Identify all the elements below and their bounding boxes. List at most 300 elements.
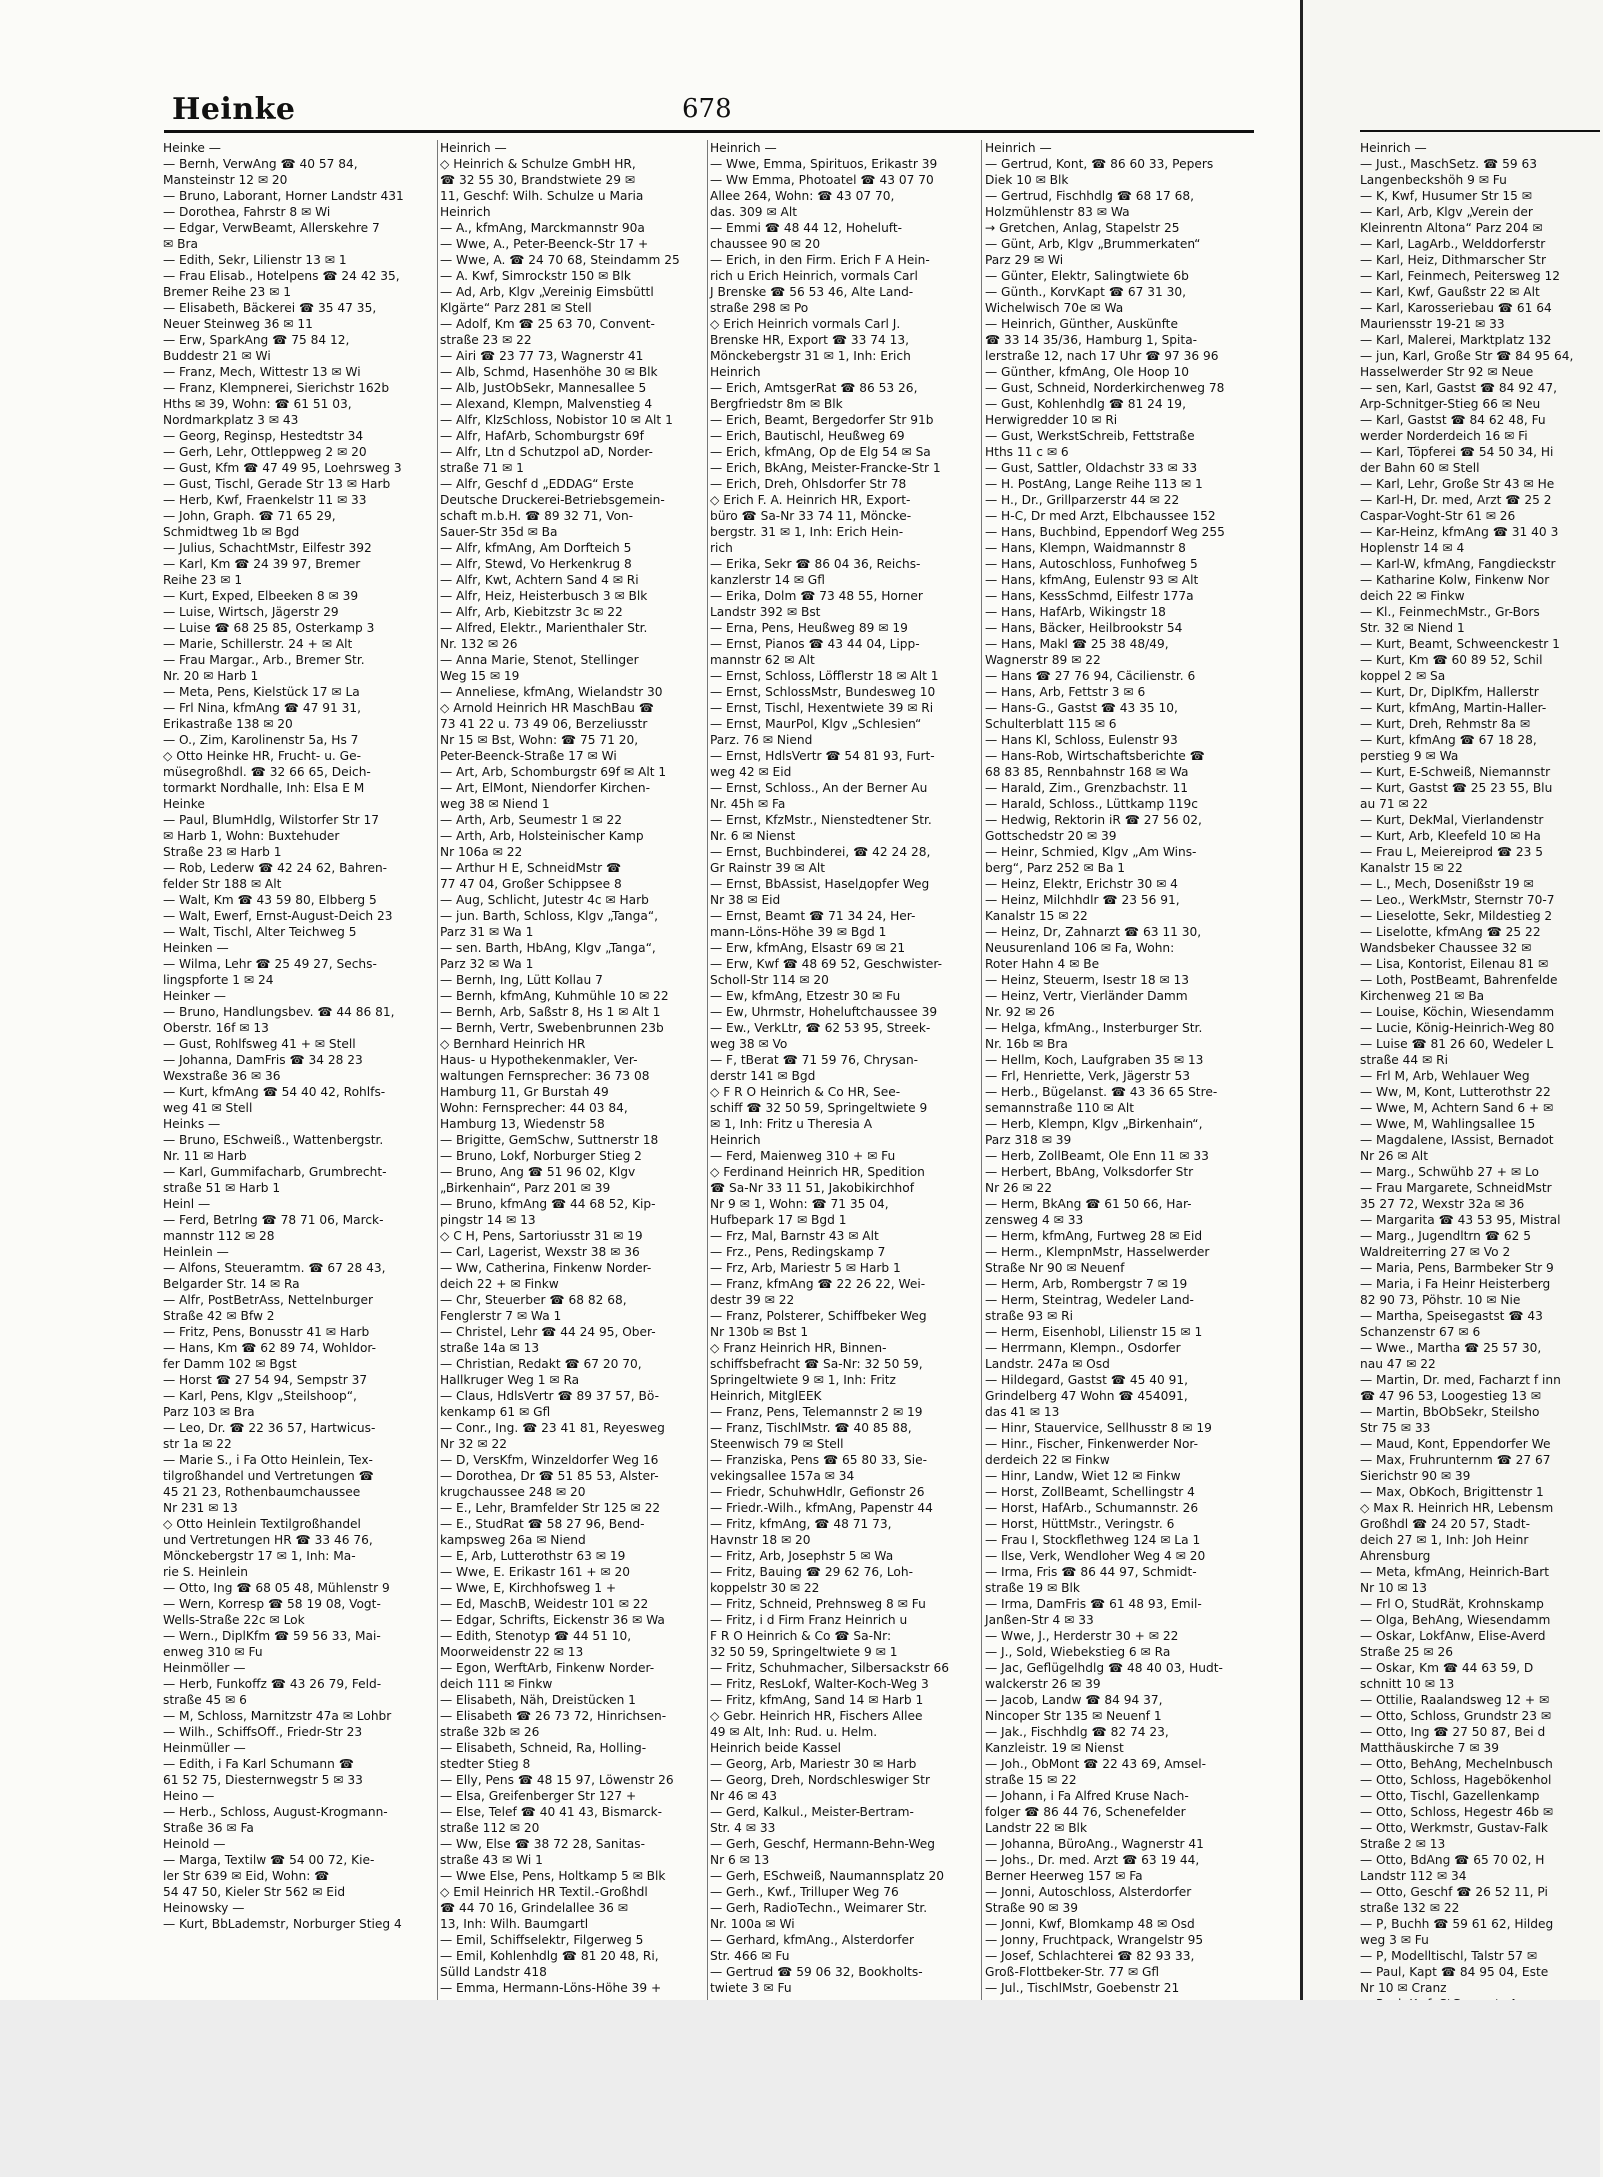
directory-entry-line: — Fritz, Pens, Bonusstr 41 ✉ Harb: [163, 1325, 370, 1339]
facing-entry-line: — Kurt, Arb, Kleefeld 10 ✉ Ha: [1360, 829, 1541, 843]
directory-entry-line: — Bruno, Lokf, Norburger Stieg 2: [440, 1149, 642, 1163]
directory-entry-line: — Hans, Km ☎ 62 89 74, Wohldor-: [163, 1341, 377, 1355]
directory-entry-line: — Alfr, HafArb, Schomburgstr 69f: [440, 429, 644, 443]
directory-entry-line: — Hans Kl, Schloss, Eulenstr 93: [985, 733, 1178, 747]
facing-entry-line: — Otto, Tischl, Gazellenkamp: [1360, 1789, 1540, 1803]
facing-entry-line: — Wwe., Martha ☎ 25 57 30,: [1360, 1341, 1542, 1355]
directory-entry-line: — Friedr.-Wilh., kfmAng, Papenstr 44: [710, 1501, 933, 1515]
directory-entry-line: tilgroßhandel und Vertretungen ☎: [163, 1469, 374, 1483]
directory-entry-line: — Wwe, E. Erikastr 161 + ✉ 20: [440, 1565, 631, 1579]
directory-entry-line: F R O Heinrich & Co ☎ Sa-Nr:: [710, 1629, 892, 1643]
directory-entry-line: Heinrich —: [985, 141, 1052, 155]
directory-entry-line: Heinrich —: [440, 141, 507, 155]
directory-entry-line: — Hans-Rob, Wirtschaftsberichte ☎: [985, 749, 1205, 763]
directory-entry-line: — Gust, Rohlfsweg 41 + ✉ Stell: [163, 1037, 356, 1051]
directory-entry-line: Neusurenland 106 ✉ Fa, Wohn:: [985, 941, 1175, 955]
directory-entry-line: — Fritz, Arb, Josephstr 5 ✉ Wa: [710, 1549, 894, 1563]
directory-entry-line: Wohn: Fernsprecher: 44 03 84,: [440, 1101, 628, 1115]
directory-entry-line: — H-C, Dr med Arzt, Elbchaussee 152: [985, 509, 1216, 523]
directory-entry-line: straße 32b ✉ 26: [440, 1725, 540, 1739]
directory-entry-line: — Erika, Sekr ☎ 86 04 36, Reichs-: [710, 557, 921, 571]
facing-entry-line: — Loth, PostBeamt, Bahrenfelde: [1360, 973, 1558, 987]
directory-entry-line: — Alb, JustObSekr, Mannesallee 5: [440, 381, 647, 395]
column-divider: [707, 140, 708, 2000]
directory-entry-line: — Gerh, ESchweiß, Naumannsplatz 20: [710, 1869, 945, 1883]
directory-entry-line: zensweg 4 ✉ 33: [985, 1213, 1084, 1227]
facing-entry-line: Str. 32 ✉ Niend 1: [1360, 621, 1465, 635]
directory-entry-line: — Horst, ZollBeamt, Schellingstr 4: [985, 1485, 1195, 1499]
facing-entry-line: Langenbeckshöh 9 ✉ Fu: [1360, 173, 1507, 187]
directory-entry-line: — Bernh, VerwAng ☎ 40 57 84,: [163, 157, 358, 171]
directory-entry-line: — Hans, KessSchmd, Eilfestr 177a: [985, 589, 1194, 603]
directory-entry-line: — Franz, Polsterer, Schiffbeker Weg: [710, 1309, 927, 1323]
facing-entry-line: — sen, Karl, Gastst ☎ 84 92 47,: [1360, 381, 1558, 395]
directory-entry-line: — Julius, SchachtMstr, Eilfestr 392: [163, 541, 372, 555]
facing-entry-line: werder Norderdeich 16 ✉ Fi: [1360, 429, 1528, 443]
directory-entry-line: — Luise, Wirtsch, Jägerstr 29: [163, 605, 339, 619]
directory-entry-line: — Franziska, Pens ☎ 65 80 33, Sie-: [710, 1453, 928, 1467]
directory-entry-line: — Hellm, Koch, Laufgraben 35 ✉ 13: [985, 1053, 1204, 1067]
directory-entry-line: Parz 318 ✉ 39: [985, 1133, 1072, 1147]
directory-entry-line: — Kurt, Exped, Elbeeken 8 ✉ 39: [163, 589, 359, 603]
directory-entry-line: Heinken —: [163, 941, 229, 955]
directory-entry-line: straße 43 ✉ Wi 1: [440, 1853, 543, 1867]
directory-entry-line: — Irma, DamFris ☎ 61 48 93, Emil-: [985, 1597, 1202, 1611]
directory-entry-line: weg 42 ✉ Eid: [710, 765, 792, 779]
directory-entry-line: — Johs., Dr. med. Arzt ☎ 63 19 44,: [985, 1853, 1200, 1867]
directory-entry-line: Neuer Steinweg 36 ✉ 11: [163, 317, 313, 331]
directory-entry-line: Wexstraße 36 ✉ 36: [163, 1069, 281, 1083]
directory-entry-line: — Ww, Else ☎ 38 72 28, Sanitas-: [440, 1837, 646, 1851]
directory-entry-line: — Herrmann, Klempn., Osdorfer: [985, 1341, 1181, 1355]
facing-entry-line: — Wwe, M, Wahlingsallee 15: [1360, 1117, 1536, 1131]
column-divider: [437, 140, 438, 2000]
directory-entry-line: ◇ F R O Heinrich & Co HR, See-: [710, 1085, 901, 1099]
facing-entry-line: — Karl, Karosseriebau ☎ 61 64: [1360, 301, 1552, 315]
directory-entry-line: Parz 29 ✉ Wi: [985, 253, 1064, 267]
directory-entry-line: — Art, ElMont, Niendorfer Kirchen-: [440, 781, 651, 795]
directory-entry-line: — Wilma, Lehr ☎ 25 49 27, Sechs-: [163, 957, 377, 971]
directory-entry-line: — Erw, SparkAng ☎ 75 84 12,: [163, 333, 350, 347]
directory-entry-line: — Herbert, BbAng, Volksdorfer Str: [985, 1165, 1194, 1179]
directory-entry-line: — Gertrud, Kont, ☎ 86 60 33, Pepers: [985, 157, 1214, 171]
directory-entry-line: ◇ Gebr. Heinrich HR, Fischers Allee: [710, 1709, 923, 1723]
directory-entry-line: vekingsallee 157a ✉ 34: [710, 1469, 855, 1483]
facing-entry-line: — Otto, Ing ☎ 27 50 87, Bei d: [1360, 1725, 1546, 1739]
directory-entry-line: Schmidtweg 1b ✉ Bgd: [163, 525, 300, 539]
facing-entry-line: — Frau Margarete, SchneidMstr: [1360, 1181, 1552, 1195]
directory-entry-line: — Luise ☎ 68 25 85, Osterkamp 3: [163, 621, 375, 635]
directory-entry-line: 73 41 22 u. 73 49 06, Berzeliusstr: [440, 717, 648, 731]
directory-entry-line: — Chr, Steuerber ☎ 68 82 68,: [440, 1293, 627, 1307]
directory-entry-line: kanzlerstr 14 ✉ Gfl: [710, 573, 825, 587]
directory-entry-line: — Frz, Mal, Barnstr 43 ✉ Alt: [710, 1229, 879, 1243]
directory-entry-line: — Leo, Dr. ☎ 22 36 57, Hartwicus-: [163, 1421, 376, 1435]
directory-entry-line: — M, Schloss, Marnitzstr 47a ✉ Lohbr: [163, 1709, 392, 1723]
directory-entry-line: — Claus, HdlsVertr ☎ 89 37 57, Bö-: [440, 1389, 659, 1403]
facing-entry-line: straße 44 ✉ Ri: [1360, 1053, 1448, 1067]
directory-entry-line: Heinrich: [440, 205, 491, 219]
directory-entry-line: — Adolf, Km ☎ 25 63 70, Convent-: [440, 317, 655, 331]
directory-entry-line: Heinrich: [710, 1133, 761, 1147]
directory-entry-line: — Anneliese, kfmAng, Wielandstr 30: [440, 685, 663, 699]
directory-entry-line: weg 38 ✉ Vo: [710, 1037, 788, 1051]
directory-entry-line: kampsweg 26a ✉ Niend: [440, 1533, 586, 1547]
directory-entry-line: — Franz, Mech, Wittestr 13 ✉ Wi: [163, 365, 361, 379]
directory-entry-line: rich: [710, 541, 733, 555]
directory-entry-line: — Herm, kfmAng, Furtweg 28 ✉ Eid: [985, 1229, 1203, 1243]
directory-entry-line: Wichelwisch 70e ✉ Wa: [985, 301, 1124, 315]
facing-entry-line: nau 47 ✉ 22: [1360, 1357, 1436, 1371]
directory-entry-line: — Hans, HafArb, Wikingstr 18: [985, 605, 1166, 619]
facing-entry-line: — Otto, BdAng ☎ 65 70 02, H: [1360, 1853, 1545, 1867]
directory-entry-line: — Alb, Schmd, Hasenhöhe 30 ✉ Blk: [440, 365, 658, 379]
facing-entry-line: Kanalstr 15 ✉ 22: [1360, 861, 1463, 875]
directory-entry-line: — E., Lehr, Bramfelder Str 125 ✉ 22: [440, 1501, 661, 1515]
directory-entry-line: Hufbepark 17 ✉ Bgd 1: [710, 1213, 847, 1227]
directory-entry-line: — Christel, Lehr ☎ 44 24 95, Ober-: [440, 1325, 656, 1339]
directory-entry-line: Nincoper Str 135 ✉ Neuenf 1: [985, 1709, 1162, 1723]
directory-entry-line: straße 19 ✉ Blk: [985, 1581, 1080, 1595]
directory-entry-line: — Herm, Arb, Rombergstr 7 ✉ 19: [985, 1277, 1188, 1291]
directory-entry-line: Buddestr 21 ✉ Wi: [163, 349, 271, 363]
directory-entry-line: Str. 4 ✉ 33: [710, 1821, 776, 1835]
directory-entry-line: ✉ Harb 1, Wohn: Buxtehuder: [163, 829, 340, 843]
facing-entry-line: — Kurt, E-Schweiß, Niemannstr: [1360, 765, 1551, 779]
column-1: [163, 140, 435, 2000]
facing-entry-line: — Martin, Dr. med, Facharzt f inn: [1360, 1373, 1561, 1387]
directory-entry-line: 11, Geschf: Wilh. Schulze u Maria: [440, 189, 644, 203]
facing-entry-line: — jun, Karl, Große Str ☎ 84 95 64,: [1360, 349, 1574, 363]
directory-entry-line: Straße 42 ✉ Bfw 2: [163, 1309, 275, 1323]
facing-entry-line: Sierichstr 90 ✉ 39: [1360, 1469, 1471, 1483]
directory-entry-line: straße 23 ✉ 22: [440, 333, 532, 347]
directory-entry-line: Erikastraße 138 ✉ 20: [163, 717, 293, 731]
directory-entry-line: — Edith, Sekr, Lilienstr 13 ✉ 1: [163, 253, 347, 267]
facing-entry-line: — Kurt, kfmAng ☎ 67 18 28,: [1360, 733, 1537, 747]
directory-entry-line: felder Str 188 ✉ Alt: [163, 877, 282, 891]
facing-entry-line: Arp-Schnitger-Stieg 66 ✉ Neu: [1360, 397, 1541, 411]
facing-entry-line: — Just., MaschSetz. ☎ 59 63: [1360, 157, 1537, 171]
directory-entry-line: — Ernst, Buchbinderei, ☎ 42 24 28,: [710, 845, 931, 859]
directory-entry-line: — Hans ☎ 27 76 94, Cäcilienstr. 6: [985, 669, 1196, 683]
directory-entry-line: Allee 264, Wohn: ☎ 43 07 70,: [710, 189, 895, 203]
directory-entry-line: 61 52 75, Diesternwegstr 5 ✉ 33: [163, 1773, 363, 1787]
directory-entry-line: — Erna, Pens, Heußweg 89 ✉ 19: [710, 621, 908, 635]
directory-entry-line: 68 83 85, Rennbahnstr 168 ✉ Wa: [985, 765, 1189, 779]
directory-entry-line: — Heinz, Milchhdlr ☎ 23 56 91,: [985, 893, 1180, 907]
directory-entry-line: — Ilse, Verk, Wendloher Weg 4 ✉ 20: [985, 1549, 1206, 1563]
facing-entry-line: — Liselotte, kfmAng ☎ 25 22: [1360, 925, 1541, 939]
directory-entry-line: deich 22 + ✉ Finkw: [440, 1277, 559, 1291]
directory-entry-line: — Alexand, Klempn, Malvenstieg 4: [440, 397, 653, 411]
directory-entry-line: Landstr 22 ✉ Blk: [985, 1821, 1088, 1835]
directory-entry-line: — Egon, WerftArb, Finkenw Norder-: [440, 1661, 655, 1675]
facing-entry-line: — Kurt, Beamt, Schweenckestr 1: [1360, 637, 1560, 651]
facing-page-column: [1360, 140, 1600, 2000]
directory-entry-line: — Elisabeth, Näh, Dreistücken 1: [440, 1693, 636, 1707]
directory-entry-line: Nr 15 ✉ Bst, Wohn: ☎ 75 71 20,: [440, 733, 639, 747]
directory-entry-line: — Johanna, BüroAng., Wagnerstr 41: [985, 1837, 1204, 1851]
directory-entry-line: straße 51 ✉ Harb 1: [163, 1181, 281, 1195]
facing-entry-line: — Wwe, M, Achtern Sand 6 + ✉: [1360, 1101, 1554, 1115]
directory-entry-line: Nordmarkplatz 3 ✉ 43: [163, 413, 299, 427]
directory-entry-line: — Ernst, MaurPol, Klgv „Schlesien“: [710, 717, 922, 731]
directory-entry-line: — Herb., Schloss, August-Krogmann-: [163, 1805, 388, 1819]
directory-entry-line: — Wilh., SchiffsOff., Friedr-Str 23: [163, 1725, 363, 1739]
directory-entry-line: — Georg, Reginsp, Hestedtstr 34: [163, 429, 364, 443]
facing-entry-line: — K, Kwf, Husumer Str 15 ✉: [1360, 189, 1533, 203]
facing-entry-line: — Ww, M, Kont, Lutterothstr 22: [1360, 1085, 1551, 1099]
facing-entry-line: — Otto, Geschf ☎ 26 52 11, Pi: [1360, 1885, 1548, 1899]
directory-entry-line: — Harald, Schloss., Lüttkamp 119c: [985, 797, 1198, 811]
directory-entry-line: — Frau Margar., Arb., Bremer Str.: [163, 653, 365, 667]
directory-entry-line: — Johann, i Fa Alfred Kruse Nach-: [985, 1789, 1189, 1803]
directory-entry-line: — Alfr, KlzSchloss, Nobistor 10 ✉ Alt 1: [440, 413, 673, 427]
directory-entry-line: derdeich 22 ✉ Finkw: [985, 1453, 1110, 1467]
directory-entry-line: Mönckebergstr 17 ✉ 1, Inh: Ma-: [163, 1549, 356, 1563]
directory-entry-line: — Alfr, Geschf d „EDDAG“ Erste: [440, 477, 634, 491]
facing-entry-line: Str 75 ✉ 33: [1360, 1421, 1431, 1435]
column-2: [440, 140, 712, 2000]
directory-entry-line: Heinke: [163, 797, 205, 811]
directory-entry-line: Heinker —: [163, 989, 226, 1003]
facing-entry-line: Matthäuskirche 7 ✉ 39: [1360, 1741, 1500, 1755]
directory-entry-line: — Ew., VerkLtr, ☎ 62 53 95, Streek-: [710, 1021, 931, 1035]
directory-entry-line: — Gust, WerkstSchreib, Fettstraße: [985, 429, 1195, 443]
directory-entry-line: — Bernh, Vertr, Swebenbrunnen 23b: [440, 1021, 664, 1035]
directory-entry-line: Oberstr. 16f ✉ 13: [163, 1021, 269, 1035]
directory-entry-line: — Bruno, Handlungsbev. ☎ 44 86 81,: [163, 1005, 395, 1019]
directory-entry-line: Heinl —: [163, 1197, 211, 1211]
directory-entry-line: — Edgar, Schrifts, Eickenstr 36 ✉ Wa: [440, 1613, 665, 1627]
facing-entry-line: — Lieselotte, Sekr, Mildestieg 2: [1360, 909, 1553, 923]
directory-entry-line: rie S. Heinlein: [163, 1565, 249, 1579]
facing-entry-line: — Karl-W, kfmAng, Fangdieckstr: [1360, 557, 1556, 571]
facing-entry-line: — Max, Fruhrunternm ☎ 27 67: [1360, 1453, 1551, 1467]
directory-entry-line: Str. 466 ✉ Fu: [710, 1949, 790, 1963]
directory-entry-line: — A. Kwf, Simrockstr 150 ✉ Blk: [440, 269, 631, 283]
directory-entry-line: Kanzleistr. 19 ✉ Nienst: [985, 1741, 1124, 1755]
directory-entry-line: Heinrich, MitglEEK: [710, 1389, 822, 1403]
directory-entry-line: — Gerh., Kwf., Trilluper Weg 76: [710, 1885, 899, 1899]
facing-entry-line: — Ottilie, Raalandsweg 12 + ✉: [1360, 1693, 1550, 1707]
facing-entry-line: — Frau L, Meiereiprod ☎ 23 5: [1360, 845, 1544, 859]
directory-entry-line: ☎ 33 14 35/36, Hamburg 1, Spita-: [985, 333, 1198, 347]
directory-entry-line: Heinlein —: [163, 1245, 229, 1259]
directory-entry-line: — Herm., KlempnMstr, Hasselwerder: [985, 1245, 1210, 1259]
facing-entry-line: deich 22 ✉ Finkw: [1360, 589, 1465, 603]
directory-entry-line: — Anna Marie, Stenot, Stellinger: [440, 653, 639, 667]
facing-entry-line: Hoplenstr 14 ✉ 4: [1360, 541, 1465, 555]
directory-entry-line: Roter Hahn 4 ✉ Be: [985, 957, 1100, 971]
directory-entry-line: — Wern, Korresp ☎ 58 19 08, Vogt-: [163, 1597, 381, 1611]
directory-entry-line: — H. PostAng, Lange Reihe 113 ✉ 1: [985, 477, 1203, 491]
directory-entry-line: — Karl, Pens, Klgv „Steilshoop“,: [163, 1389, 357, 1403]
directory-entry-line: — Elisabeth ☎ 26 73 72, Hinrichsen-: [440, 1709, 667, 1723]
directory-entry-line: — Erika, Dolm ☎ 73 48 55, Horner: [710, 589, 923, 603]
directory-entry-line: Heinks —: [163, 1117, 221, 1131]
directory-entry-line: — Carl, Lagerist, Wexstr 38 ✉ 36: [440, 1245, 640, 1259]
facing-entry-line: Hasselwerder Str 92 ✉ Neue: [1360, 365, 1534, 379]
directory-entry-line: schaft m.b.H. ☎ 89 32 71, Von-: [440, 509, 634, 523]
directory-entry-line: Heinold —: [163, 1837, 226, 1851]
directory-entry-line: — Marie, Schillerstr. 24 + ✉ Alt: [163, 637, 353, 651]
directory-entry-line: — Ed, MaschB, Weidestr 101 ✉ 22: [440, 1597, 649, 1611]
directory-entry-line: Hamburg 11, Gr Burstah 49: [440, 1085, 609, 1099]
facing-entry-line: Nr 26 ✉ Alt: [1360, 1149, 1428, 1163]
directory-entry-line: — Fritz, Schuhmacher, Silbersackstr 66: [710, 1661, 949, 1675]
directory-entry-line: — Gust, Sattler, Oldachstr 33 ✉ 33: [985, 461, 1198, 475]
column-3: [710, 140, 982, 2000]
directory-entry-line: — Brigitte, GemSchw, Suttnerstr 18: [440, 1133, 659, 1147]
directory-entry-line: — Horst, HüttMstr., Veringstr. 6: [985, 1517, 1175, 1531]
directory-entry-line: — Elsa, Greifenberger Str 127 +: [440, 1789, 637, 1803]
directory-entry-line: — Ferd, Betrlng ☎ 78 71 06, Marck-: [163, 1213, 384, 1227]
directory-entry-line: Straße 36 ✉ Fa: [163, 1821, 254, 1835]
directory-entry-line: Nr. 132 ✉ 26: [440, 637, 518, 651]
directory-entry-line: „Birkenhain“, Parz 201 ✉ 39: [440, 1181, 611, 1195]
directory-entry-line: ler Str 639 ✉ Eid, Wohn: ☎: [163, 1869, 330, 1883]
scan-margin: [0, 2000, 1600, 2177]
facing-entry-line: Landstr 112 ✉ 34: [1360, 1869, 1467, 1883]
directory-entry-line: ◇ Otto Heinlein Textilgroßhandel: [163, 1517, 361, 1531]
facing-entry-line: Ahrensburg: [1360, 1549, 1431, 1563]
directory-entry-line: Heinowsky —: [163, 1901, 245, 1915]
directory-entry-line: — Hans, Bäcker, Heilbrookstr 54: [985, 621, 1183, 635]
directory-entry-line: — Günther, kfmAng, Ole Hoop 10: [985, 365, 1190, 379]
directory-entry-line: — H., Dr., Grillparzerstr 44 ✉ 22: [985, 493, 1180, 507]
directory-entry-line: ◇ C H, Pens, Sartoriusstr 31 ✉ 19: [440, 1229, 643, 1243]
facing-entry-line: — Oskar, Km ☎ 44 63 59, D: [1360, 1661, 1534, 1675]
directory-entry-line: deich 111 ✉ Finkw: [440, 1677, 553, 1691]
directory-entry-line: derstr 141 ✉ Bgd: [710, 1069, 816, 1083]
directory-entry-line: Heinrich —: [710, 141, 777, 155]
directory-entry-line: — Heinz, Dr, Zahnarzt ☎ 63 11 30,: [985, 925, 1202, 939]
directory-entry-line: — Gertrud, Fischhdlg ☎ 68 17 68,: [985, 189, 1194, 203]
facing-entry-line: deich 27 ✉ 1, Inh: Joh Heinr: [1360, 1533, 1529, 1547]
directory-entry-line: — Alfr, Stewd, Vo Herkenkrug 8: [440, 557, 632, 571]
directory-entry-line: mann-Löns-Höhe 39 ✉ Bgd 1: [710, 925, 887, 939]
directory-entry-line: — Josef, Schlachterei ☎ 82 93 33,: [985, 1949, 1195, 1963]
header-rule: [164, 130, 1254, 133]
directory-entry-line: Moorweidenstr 22 ✉ 13: [440, 1645, 584, 1659]
directory-entry-line: — Heinr, Schmied, Klgv „Am Wins-: [985, 845, 1197, 859]
directory-entry-line: — Herb., Bügelanst. ☎ 43 36 65 Stre-: [985, 1085, 1218, 1099]
directory-entry-line: — Franz, Pens, Telemannstr 2 ✉ 19: [710, 1405, 923, 1419]
directory-entry-line: ◇ Emil Heinrich HR Textil.-Großhdl: [440, 1885, 648, 1899]
directory-entry-line: — Karl, Km ☎ 24 39 97, Bremer: [163, 557, 361, 571]
directory-entry-line: — Herb, Kwf, Fraenkelstr 11 ✉ 33: [163, 493, 367, 507]
directory-entry-line: kenkamp 61 ✉ Gfl: [440, 1405, 551, 1419]
facing-entry-line: — Lucie, König-Heinrich-Weg 80: [1360, 1021, 1555, 1035]
directory-entry-line: — Gust, Kohlenhdlg ☎ 81 24 19,: [985, 397, 1186, 411]
facing-entry-line: — Magdalene, IAssist, Bernadot: [1360, 1133, 1554, 1147]
directory-entry-line: — Dorothea, Fahrstr 8 ✉ Wi: [163, 205, 331, 219]
directory-entry-line: — Bruno, Laborant, Horner Landstr 431: [163, 189, 404, 203]
directory-entry-line: — Herb, Klempn, Klgv „Birkenhain“,: [985, 1117, 1203, 1131]
directory-entry-line: Bergfriedstr 8m ✉ Blk: [710, 397, 843, 411]
directory-entry-line: — Gerh, Geschf, Hermann-Behn-Weg: [710, 1837, 936, 1851]
directory-entry-line: — Frau I, Stockflethweg 124 ✉ La 1: [985, 1533, 1201, 1547]
directory-entry-line: straße 15 ✉ 22: [985, 1773, 1077, 1787]
directory-entry-line: — Fritz, kfmAng, ☎ 48 71 73,: [710, 1517, 892, 1531]
facing-entry-line: — Maud, Kont, Eppendorfer We: [1360, 1437, 1551, 1451]
directory-entry-line: ◇ Arnold Heinrich HR MaschBau ☎: [440, 701, 654, 715]
facing-entry-line: — Otto, BehAng, Mechelnbusch: [1360, 1757, 1553, 1771]
directory-entry-line: Straße Nr 90 ✉ Neuenf: [985, 1261, 1125, 1275]
directory-entry-line: — Wwe, Emma, Spirituos, Erikastr 39: [710, 157, 938, 171]
directory-entry-line: tormarkt Nordhalle, Inh: Elsa E M: [163, 781, 365, 795]
page-number: 678: [682, 94, 732, 124]
directory-entry-line: — Harald, Zim., Grenzbachstr. 11: [985, 781, 1188, 795]
facing-entry-line: schnitt 10 ✉ 13: [1360, 1677, 1455, 1691]
facing-entry-line: Schanzenstr 67 ✉ 6: [1360, 1325, 1481, 1339]
directory-entry-line: weg 41 ✉ Stell: [163, 1101, 253, 1115]
directory-entry-line: und Vertretungen HR ☎ 33 46 76,: [163, 1533, 373, 1547]
directory-entry-line: enweg 310 ✉ Fu: [163, 1645, 263, 1659]
directory-entry-line: Brenske HR, Export ☎ 33 74 13,: [710, 333, 910, 347]
directory-entry-line: — Johanna, DamFris ☎ 34 28 23: [163, 1053, 363, 1067]
facing-entry-line: — Frl M, Arb, Wehlauer Weg: [1360, 1069, 1530, 1083]
directory-entry-line: Springeltwiete 9 ✉ 1, Inh: Fritz: [710, 1373, 896, 1387]
facing-entry-line: der Bahn 60 ✉ Stell: [1360, 461, 1480, 475]
facing-entry-line: Kleinrentn Altona“ Parz 204 ✉: [1360, 221, 1543, 235]
directory-entry-line: 77 47 04, Großer Schippsee 8: [440, 877, 622, 891]
facing-entry-line: — Karl, Feinmech, Peitersweg 12: [1360, 269, 1560, 283]
directory-entry-line: Heinmüller —: [163, 1741, 246, 1755]
directory-entry-line: Nr 26 ✉ 22: [985, 1181, 1052, 1195]
directory-entry-line: Heinke —: [163, 141, 221, 155]
directory-entry-line: — Herb, Funkoffz ☎ 43 26 79, Feld-: [163, 1677, 382, 1691]
directory-entry-line: lingspforte 1 ✉ 24: [163, 973, 274, 987]
facing-entry-line: Nr 10 ✉ 13: [1360, 1581, 1427, 1595]
directory-entry-line: ☎ 32 55 30, Brandstwiete 29 ✉: [440, 173, 636, 187]
directory-entry-line: Nr 32 ✉ 22: [440, 1437, 507, 1451]
directory-entry-line: — Erich, kfmAng, Op de Elg 54 ✉ Sa: [710, 445, 931, 459]
directory-entry-line: koppelstr 30 ✉ 22: [710, 1581, 820, 1595]
directory-entry-line: — Erich, in den Firm. Erich F A Hein-: [710, 253, 930, 267]
directory-entry-line: — Fritz, i d Firm Franz Heinrich u: [710, 1613, 908, 1627]
directory-entry-line: Heinmöller —: [163, 1661, 246, 1675]
directory-entry-line: — Herm, Eisenhobl, Lilienstr 15 ✉ 1: [985, 1325, 1203, 1339]
directory-entry-line: — Alfr, PostBetrAss, Nettelnburger: [163, 1293, 374, 1307]
directory-entry-line: walckerstr 26 ✉ 39: [985, 1677, 1101, 1691]
directory-entry-line: Landstr. 247a ✉ Osd: [985, 1357, 1110, 1371]
directory-entry-line: — Bruno, Ang ☎ 51 96 02, Klgv: [440, 1165, 636, 1179]
directory-entry-line: Bremer Reihe 23 ✉ 1: [163, 285, 291, 299]
directory-entry-line: Mönckebergstr 31 ✉ 1, Inh: Erich: [710, 349, 911, 363]
directory-entry-line: — Ernst, Pianos ☎ 43 44 04, Lipp-: [710, 637, 920, 651]
directory-entry-line: — Bernh, Arb, Saßstr 8, Hs 1 ✉ Alt 1: [440, 1005, 661, 1019]
directory-entry-line: Nr. 92 ✉ 26: [985, 1005, 1055, 1019]
directory-entry-line: — Edith, i Fa Karl Schumann ☎: [163, 1757, 354, 1771]
directory-entry-line: — Bruno, kfmAng ☎ 44 68 52, Kip-: [440, 1197, 656, 1211]
directory-entry-line: — Friedr, SchuhwHdlr, Gefionstr 26: [710, 1485, 925, 1499]
directory-entry-line: — Jonni, Kwf, Blomkamp 48 ✉ Osd: [985, 1917, 1195, 1931]
directory-entry-line: Scholl-Str 114 ✉ 20: [710, 973, 829, 987]
directory-entry-line: — Alfr, Arb, Kiebitzstr 3c ✉ 22: [440, 605, 623, 619]
facing-entry-line: — Kurt, Gastst ☎ 25 23 55, Blu: [1360, 781, 1553, 795]
facing-entry-line: — Karl, Gastst ☎ 84 62 48, Fu: [1360, 413, 1546, 427]
directory-entry-line: Nr. 16b ✉ Bra: [985, 1037, 1068, 1051]
facing-entry-line: — Louise, Köchin, Wiesendamm: [1360, 1005, 1555, 1019]
directory-entry-line: — Bernh, Ing, Lütt Kollau 7: [440, 973, 603, 987]
facing-entry-line: Wandsbeker Chaussee 32 ✉: [1360, 941, 1532, 955]
facing-header-rule: [1360, 130, 1600, 132]
directory-entry-line: Nr. 6 ✉ Nienst: [710, 829, 796, 843]
facing-entry-line: Straße 25 ✉ 26: [1360, 1645, 1454, 1659]
